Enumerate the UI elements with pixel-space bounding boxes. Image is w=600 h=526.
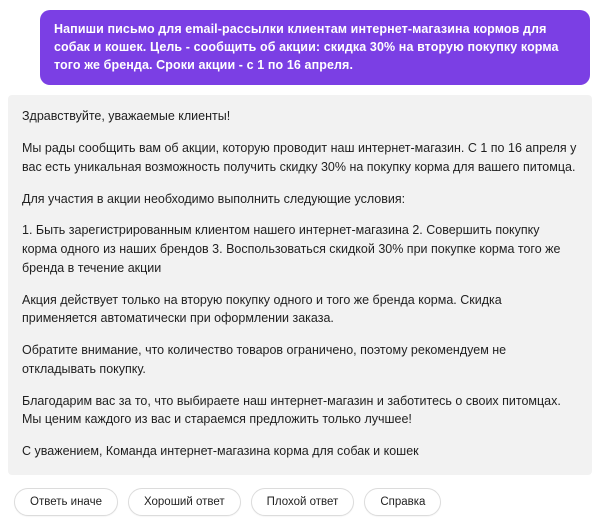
good-answer-button[interactable]: Хороший ответ [128,488,241,516]
answer-paragraph: Здравствуйте, уважаемые клиенты! [22,109,231,124]
answer-paragraph: Мы рады сообщить вам об акции, которую проводит наш интернет-магазин. С 1 по 16 апреля у вас есть уникальная возможность получить скидку 30% на покупку корма для вашего питомца. [22,141,577,174]
answer-paragraph: Благодарим вас за то, что выбираете наш интернет-магазин и заботитесь о своих питомцах. Мы ценим каждого из вас и стараемся предложить только лучшее! [22,393,561,427]
help-button[interactable]: Справка [364,488,441,516]
answer-paragraph: Обратите внимание, что количество товаров ограничено, поэтому рекомендуем не откладывать покупку. [22,343,507,376]
assistant-answer-card [8,95,592,475]
bad-answer-button[interactable]: Плохой ответ [251,488,355,516]
answer-paragraph: 1. Быть зарегистрированным клиентом нашего интернет-магазина 2. Совершить покупку корма одного из наших брендов 3. Воспользоваться скидкой 30% при покупке корма того же бренда в течение акции [22,223,561,275]
answer-paragraph: С уважением, Команда интернет-магазина корма для собак и кошек [22,444,419,459]
user-prompt-bubble: Напиши письмо для email-рассылки клиентам интернет-магазина кормов для собак и кошек. Цель - сообщить об акции: скидка 30% на вторую покупку корма того же бренда. Сроки акции - с 1 по 16 апреля. [40,10,590,85]
regenerate-answer-button[interactable]: Ответь иначе [14,488,118,516]
answer-actions-bar [8,475,592,526]
answer-paragraph: Акция действует только на вторую покупку одного и того же бренда корма. Скидка применяется автоматически при оформлении заказа. [22,292,502,326]
answer-paragraph: Для участия в акции необходимо выполнить следующие условия: [22,191,406,206]
